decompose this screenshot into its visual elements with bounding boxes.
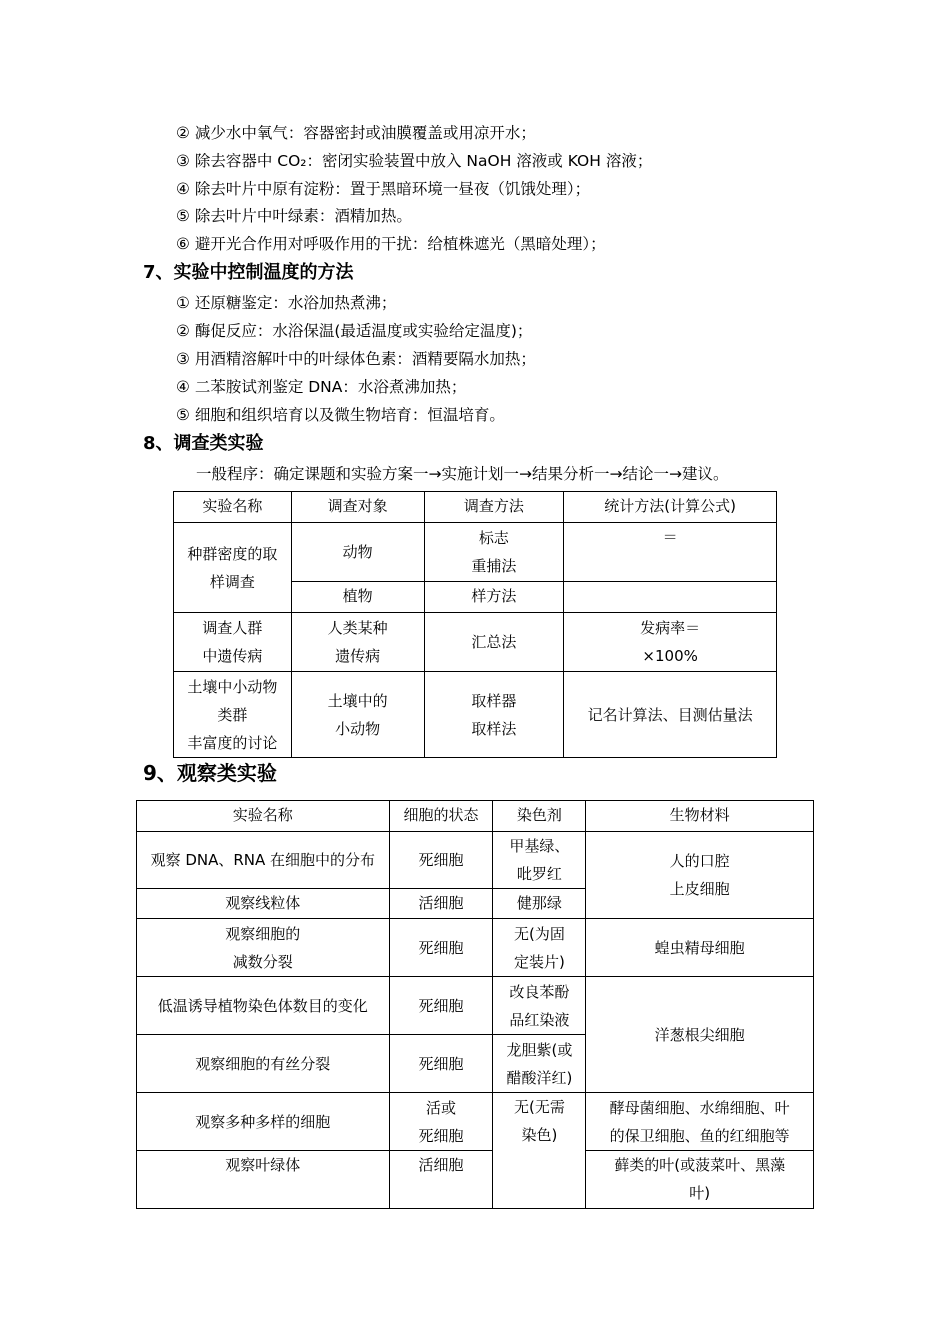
table-cell: 甲基绿、 吡罗红: [493, 832, 586, 889]
table-cell: 样方法: [424, 582, 564, 613]
table-cell: 酵母菌细胞、水绵细胞、叶 的保卫细胞、鱼的红细胞等: [586, 1093, 814, 1151]
table-cell: 蝗虫精母细胞: [586, 919, 814, 977]
table-cell: 健那绿: [493, 889, 586, 919]
table-cell: 汇总法: [424, 613, 564, 672]
table-cell: 无(无需 染色): [493, 1093, 586, 1209]
table-cell: 龙胆紫(或 醋酸洋红): [493, 1035, 586, 1093]
table-cell: [564, 582, 777, 613]
table-cell: 死细胞: [389, 1035, 493, 1093]
table-header: 生物材料: [586, 801, 814, 832]
list-item: ② 酶促反应：水浴保温(最适温度或实验给定温度)；: [176, 322, 533, 340]
table-cell: 发病率＝ ×100%: [564, 613, 777, 672]
table-header: 实验名称: [174, 492, 292, 523]
table-header: 细胞的状态: [389, 801, 493, 832]
list-item: ② 减少水中氧气：容器密封或油膜覆盖或用凉开水；: [176, 124, 536, 142]
table-cell: 死细胞: [389, 977, 493, 1035]
table-header: 实验名称: [137, 801, 390, 832]
table-cell: 死细胞: [389, 919, 493, 977]
procedure-text: 一般程序：确定课题和实验方案一→实施计划一→结果分析一→结论一→建议。: [196, 465, 729, 483]
table-cell: 记名计算法、目测估量法: [564, 672, 777, 758]
table-cell: 藓类的叶(或菠菜叶、黑藻 叶): [586, 1151, 814, 1209]
table-cell: 改良苯酚 品红染液: [493, 977, 586, 1035]
table-header: 统计方法(计算公式): [564, 492, 777, 523]
table-cell: 死细胞: [389, 832, 493, 889]
table-cell: ＝: [564, 523, 777, 582]
observation-table: [136, 800, 814, 1209]
list-item: ⑥ 避开光合作用对呼吸作用的干扰：给植株遮光（黑暗处理）；: [176, 235, 606, 253]
section-heading-7: 7、实验中控制温度的方法: [143, 262, 354, 283]
table-cell: 人类某种 遗传病: [291, 613, 424, 672]
section-heading-9: 9、观察类实验: [143, 761, 277, 785]
table-cell: 低温诱导植物染色体数目的变化: [137, 977, 390, 1035]
table-cell: 洋葱根尖细胞: [586, 977, 814, 1093]
table-cell: 人的口腔 上皮细胞: [586, 832, 814, 919]
section-heading-8: 8、调查类实验: [143, 433, 264, 454]
table-cell: 无(为固 定装片): [493, 919, 586, 977]
list-item: ④ 除去叶片中原有淀粉：置于黑暗环境一昼夜（饥饿处理）；: [176, 180, 591, 198]
table-cell: 种群密度的取 样调查: [174, 523, 292, 613]
list-item: ⑤ 细胞和组织培育以及微生物培育：恒温培育。: [176, 406, 505, 424]
table-cell: 动物: [291, 523, 424, 582]
table-cell: 观察多种多样的细胞: [137, 1093, 390, 1151]
table-header: 调查对象: [291, 492, 424, 523]
table-cell: 观察叶绿体: [137, 1151, 390, 1209]
table-cell: 植物: [291, 582, 424, 613]
table-cell: 土壤中的 小动物: [291, 672, 424, 758]
table-header: 调查方法: [424, 492, 564, 523]
table-cell: 土壤中小动物 类群 丰富度的讨论: [174, 672, 292, 758]
list-item: ④ 二苯胺试剂鉴定 DNA：水浴煮沸加热；: [176, 378, 467, 396]
list-item: ① 还原糖鉴定：水浴加热煮沸；: [176, 294, 397, 312]
survey-table: [173, 491, 777, 758]
table-cell: 观察细胞的 减数分裂: [137, 919, 390, 977]
table-cell: 观察细胞的有丝分裂: [137, 1035, 390, 1093]
list-item: ③ 用酒精溶解叶中的叶绿体色素：酒精要隔水加热；: [176, 350, 536, 368]
table-cell: 标志 重捕法: [424, 523, 564, 582]
table-cell: 活细胞: [389, 889, 493, 919]
table-cell: 活细胞: [389, 1151, 493, 1209]
list-item: ⑤ 除去叶片中叶绿素：酒精加热。: [176, 207, 412, 225]
table-cell: 观察 DNA、RNA 在细胞中的分布: [137, 832, 390, 889]
table-cell: 取样器 取样法: [424, 672, 564, 758]
table-header: 染色剂: [493, 801, 586, 832]
table-cell: 调查人群 中遗传病: [174, 613, 292, 672]
table-cell: 活或 死细胞: [389, 1093, 493, 1151]
table-cell: 观察线粒体: [137, 889, 390, 919]
list-item: ③ 除去容器中 CO₂：密闭实验装置中放入 NaOH 溶液或 KOH 溶液；: [176, 152, 653, 170]
